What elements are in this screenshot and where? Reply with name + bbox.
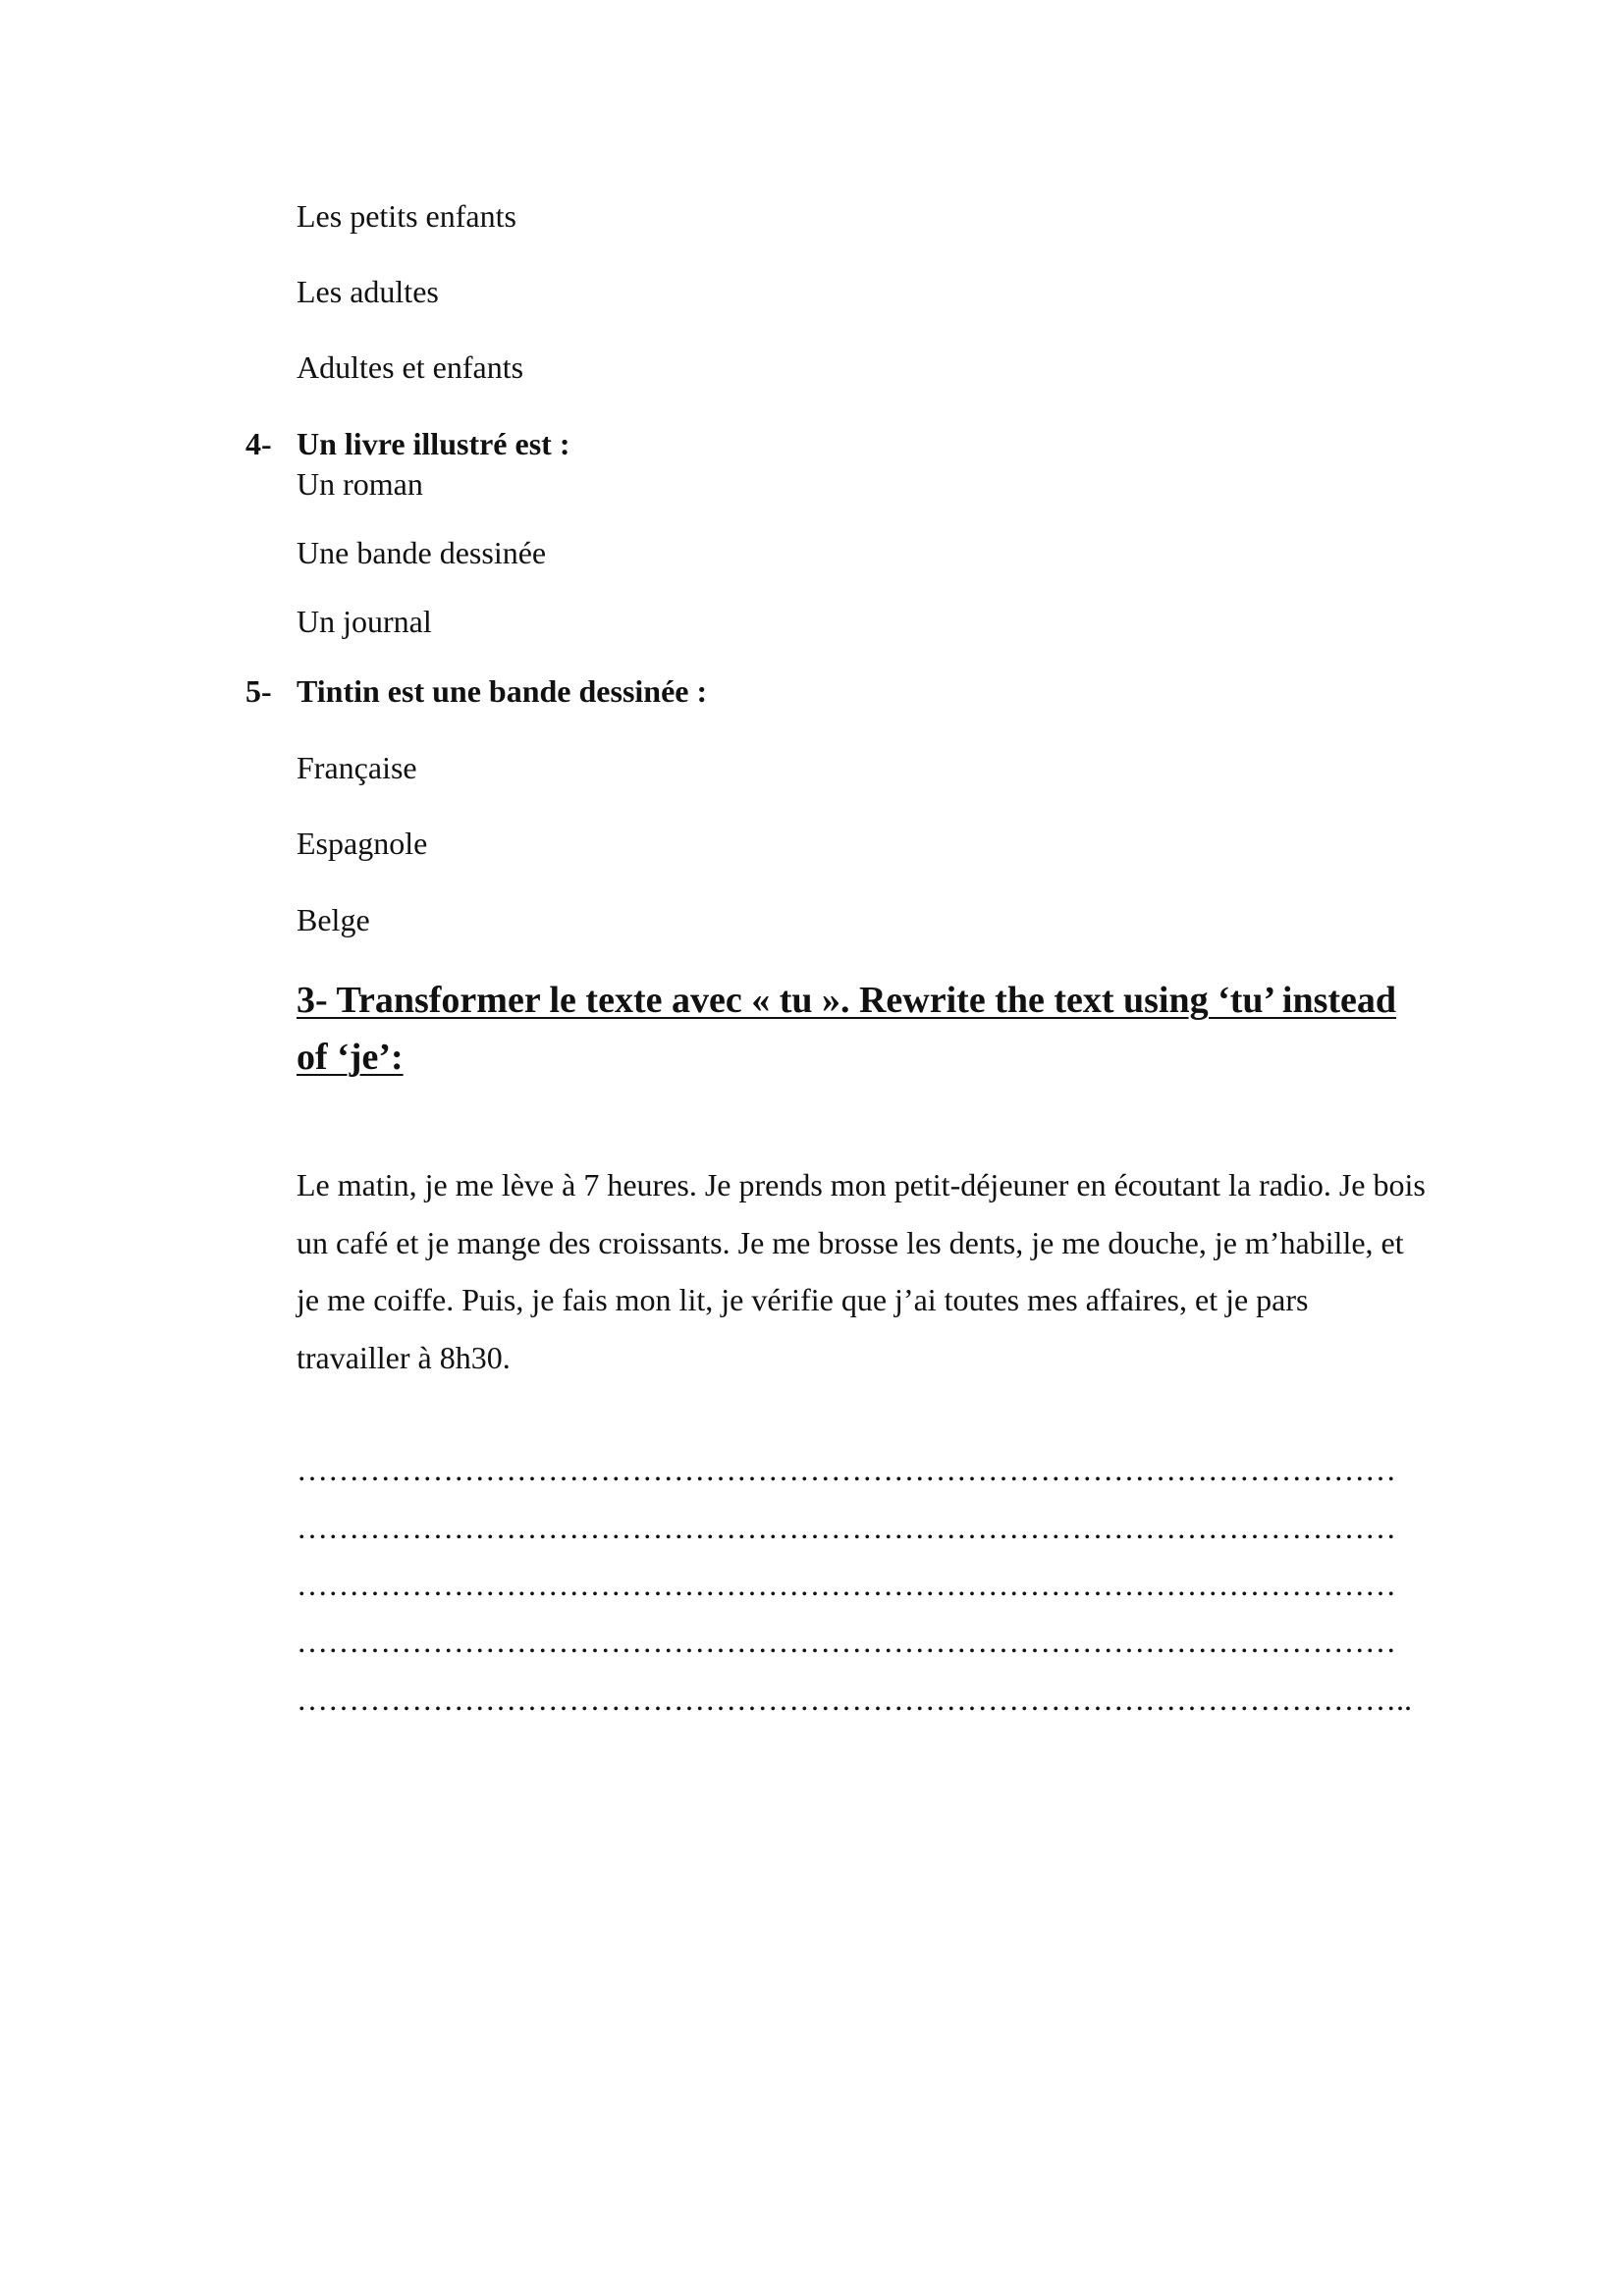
q4-option-3: Un journal (297, 604, 432, 639)
q5-option-3: Belge (297, 902, 370, 937)
q3-option-2: Les adultes (297, 274, 439, 309)
answer-line-2[interactable]: …………………………………………………………………………………………… (297, 1510, 1396, 1545)
answer-line-5[interactable]: …………………………………………………………………………………………….. (297, 1682, 1412, 1717)
q5-option-1: Française (297, 750, 417, 785)
q5-number: 5- (245, 673, 272, 709)
q5-question: Tintin est une bande dessinée : (297, 673, 708, 709)
answer-line-4[interactable]: …………………………………………………………………………………………… (297, 1624, 1396, 1659)
section3-paragraph: Le matin, je me lève à 7 heures. Je prends mon petit-déjeuner en écoutant la radio. Je bois un café et je mange des croissants. Je me brosse les dents, je me douche, je m’habille, et je me coiffe. Puis, je fais mon lit, je vérifie que j’ai toutes mes affaires, et je pars travailler à 8h30. (297, 1167, 1426, 1375)
q3-option-1: Les petits enfants (297, 198, 516, 234)
q4-option-2: Une bande dessinée (297, 535, 547, 570)
answer-line-1[interactable]: …………………………………………………………………………………………… (297, 1452, 1396, 1487)
q4-option-1: Un roman (297, 466, 423, 502)
q4-question: Un livre illustré est : (297, 426, 570, 461)
section3-heading: 3- Transformer le texte avec « tu ». Rewrite the text using ‘tu’ instead of ‘je’: (297, 980, 1397, 1078)
q3-option-3: Adultes et enfants (297, 349, 524, 385)
q4-number: 4- (245, 426, 272, 461)
q5-option-2: Espagnole (297, 826, 428, 861)
answer-line-3[interactable]: …………………………………………………………………………………………… (297, 1567, 1396, 1602)
